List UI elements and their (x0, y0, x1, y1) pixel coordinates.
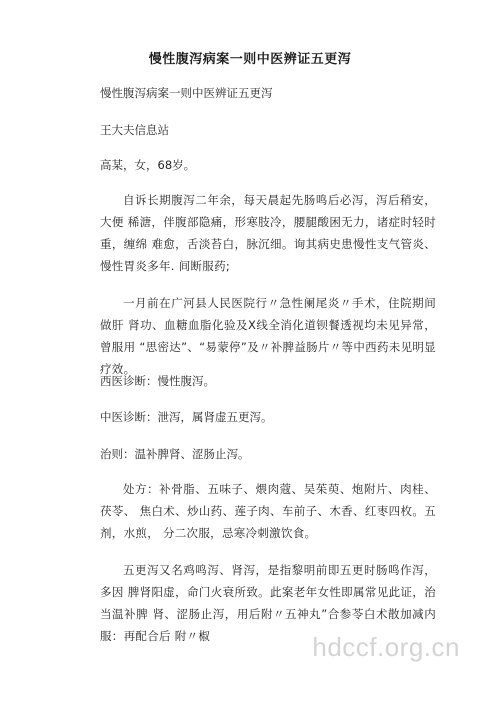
document-title: 慢性腹泻病案一则中医辨证五更泻 (148, 52, 352, 67)
treatment-principle: 治则：温补脾肾、涩肠止泻。 (100, 447, 250, 461)
history-paragraph: 一月前在广河县人民医院行〃急性阑尾炎〃手术，住院期间做肝 肾功、血糖血脂化验及X线全消化道钡餐透视均未见异常，曾服用 “思密达”、“易蒙停”及〃补脾益肠片〃等中西药未见明显疗效。 (100, 296, 436, 376)
tcm-diagnosis: 中医诊断：泄泻，属肾虚五更泻。 (100, 410, 273, 424)
chief-complaint-paragraph: 自诉长期腹泻二年余，每天晨起先肠鸣后必泻，泻后稍安，大便 稀溏，伴腹部隐痛，形寒肢冷，腰腿酸困无力，诸症时轻时重，缠绵 难愈，舌淡苔白，脉沉细。询其病史患慢性支气管炎、慢性胃炎多年. 间断服药; (100, 193, 436, 273)
prescription-paragraph: 处方：补骨脂、五味子、煨肉蔻、吴茱萸、炮附片、肉桂、茯苓、 焦白术、炒山药、莲子肉、车前子、木香、红枣四枚。五剂，水煎， 分二次服，忌寒冷刺激饮食。 (100, 482, 436, 540)
document-subtitle: 慢性腹泻病案一则中医辨证五更泻 (100, 86, 273, 100)
discussion-paragraph: 五更泻又名鸡鸣泻、肾泻，是指黎明前即五更时肠鸣作泻，多因 脾肾阳虚，命门火衰所致。此案老年女性即属常见此证，治当温补脾 肾、涩肠止泻，用后附〃五神丸”合参苓白术散加减内服：再配合后 附〃椒 (100, 563, 436, 643)
source-label: 王大夫信息站 (100, 123, 169, 137)
western-diagnosis: 西医诊断：慢性腹泻。 (100, 374, 215, 388)
site-watermark: hdccf.org.cn (312, 632, 460, 662)
patient-info: 高某，女，68岁。 (100, 158, 196, 172)
